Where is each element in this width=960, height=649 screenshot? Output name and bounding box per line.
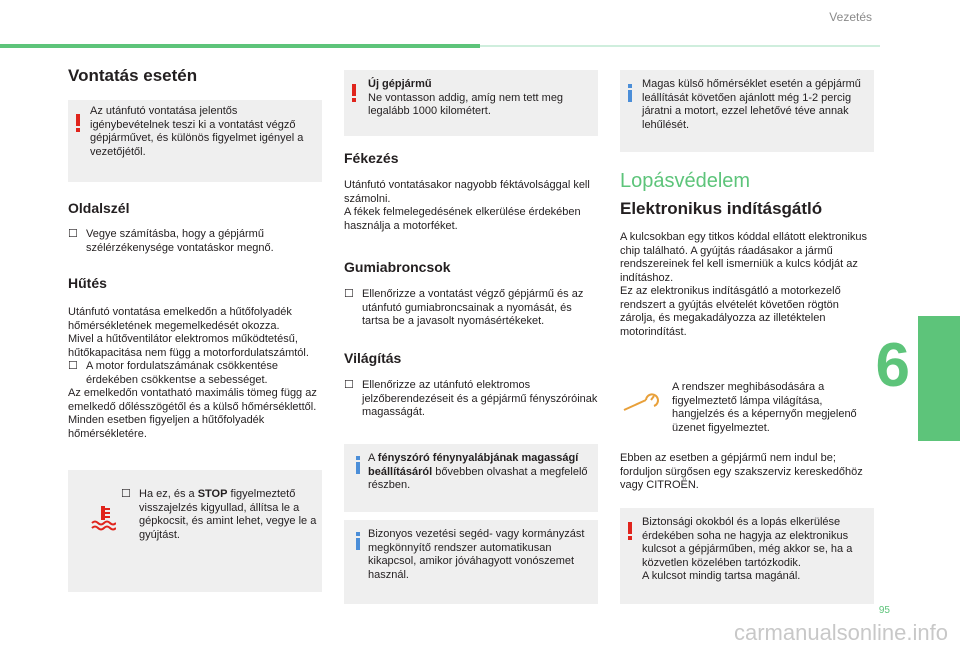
oldalszel-bullet: ☐ Vegye számításba, hogy a gépjármű szélérzékenysége vontatáskor megnő. [68, 228, 274, 254]
hutes-heading: Hűtés [68, 275, 107, 291]
bullet-icon: ☐ [68, 360, 78, 372]
chapter-number: 6 [875, 331, 910, 400]
fekezes-text: A fékek felmelegedésének elkerülése érdekében használja a motorféket. [344, 206, 581, 232]
elektro-text: Ebben az esetben a gépjármű nem indul be; forduljon sürgősen egy szakszerviz kereskedőhöz vagy CITROËN. [620, 452, 863, 491]
info-box-assist [344, 520, 598, 604]
info-cooling-text: Magas külső hőmérséklet esetén a gépjármű leállítását követően ajánlott még 1-2 percig járatni a motort, ezzel lehetővé téve annak lehűlését. [642, 78, 861, 131]
lopas-heading: Lopásvédelem [620, 170, 751, 192]
gumi-section [344, 259, 598, 329]
bullet-icon: ☐ [344, 288, 354, 300]
new-car-text: Új gépjármű Ne vontasson addig, amíg nem tett meg legalább 1000 kilométert. [368, 78, 564, 117]
oldalszel-section [68, 200, 324, 255]
fekezes-section [344, 150, 598, 233]
elektro-heading: Elektronikus indításgátló [620, 199, 823, 218]
column-1 [68, 60, 324, 86]
info-box-cooling [620, 70, 874, 152]
oldalszel-heading: Oldalszél [68, 200, 130, 216]
vilagitas-heading: Világítás [344, 350, 402, 366]
wrench-icon [622, 392, 662, 414]
vilagitas-section [344, 350, 598, 420]
info-headlight-text: A fényszóró fénynyalábjának magasságí beállításáról bővebben olvashat a megfelelő részben. [368, 452, 588, 491]
watermark: carmanualsonline.info [733, 620, 948, 645]
hutes-text: Az emelkedőn vontatható maximális tömeg függ az emelkedő dőlésszögétől és a külső hőmérséklettől. [68, 387, 317, 413]
vilagitas-bullet: ☐ Ellenőrizze az utánfutó elektromos jelzőberendezéseit és a gépjármű fényszóróinak magasságát. [344, 379, 598, 418]
hutes-text: Minden esetben figyeljen a hűtőfolyadék hőmérsékletére. [68, 414, 265, 440]
fekezes-text: Utánfutó vontatásakor nagyobb féktávolsággal kell számolni. [344, 179, 590, 205]
hutes-text: Utánfutó vontatása emelkedőn a hűtőfolyadék hőmérsékletének megemelkedését okozza. [68, 306, 292, 332]
lopas-section [620, 170, 876, 339]
warning-key-text: Biztonsági okokból és a lopás elkerülése érdekében soha ne hagyja az elektronikus kulcsot a gépjárműben, még akkor se, ha a közvetlen közelében tartózkodik. A kulcsot mindig tartsa magánál. [642, 516, 853, 582]
warning-box-key [620, 508, 874, 604]
fekezes-heading: Fékezés [344, 150, 399, 166]
page-title: Vontatás esetén [68, 66, 198, 85]
page-number: 95 [878, 605, 890, 616]
elektro-text: Ez az elektronikus indításgátló a motorkezelő rendszert a gyújtás elvételét követően rögtön zárolja, és megakadályozza az illetéktelen motorindítást. [620, 285, 841, 338]
warning-text: Az utánfutó vontatása jelentős igénybevételnek teszi ki a vontatást végző gépjárművet, és különös figyelmet igényel a vezetőjétől. [90, 105, 304, 158]
gumi-heading: Gumiabroncsok [344, 259, 451, 275]
warning-box-towing [68, 100, 322, 182]
stop-warning-box [68, 470, 322, 592]
coolant-temperature-icon [90, 504, 116, 532]
bullet-icon: ☐ [344, 379, 354, 391]
header-bar [0, 44, 480, 48]
section-title: Vezetés [829, 10, 872, 24]
hutes-text: Mivel a hűtőventilátor elektromos működtetésű, hűtőkapacitása nem függ a motorfordulatszámtól. [68, 333, 309, 359]
bullet-icon: ☐ [121, 488, 131, 500]
wrench-text: A rendszer meghibásodására a figyelmeztető lámpa világítása, hangjelzés és a képernyőn megjelenő üzenet figyelmeztet. [672, 381, 857, 434]
hutes-bullet: ☐ A motor fordulatszámának csökkentése érdekében csökkentse a sebességet. [68, 360, 278, 386]
bullet-icon: ☐ [68, 228, 78, 240]
elektro-text: A kulcsokban egy titkos kóddal ellátott elektronikus chip található. A gyújtás ráadásakor a jármű rendszereinek fel kell ismerniük a kulcs kódját az indításhoz. [620, 231, 868, 284]
gumi-bullet: ☐ Ellenőrizze a vontatást végző gépjármű és az utánfutó gumiabroncsainak a nyomását, és tartsa be a javasolt nyomásértékeket. [344, 288, 584, 327]
header-bar-thin [480, 45, 880, 47]
new-car-warning-box [344, 70, 598, 136]
info-box-headlight [344, 444, 598, 512]
chapter-tab [918, 316, 960, 441]
info-assist-text: Bizonyos vezetési segéd- vagy kormányzást megkönnyítő rendszer automatikusan kikapcsol, amikor jóváhagyott vonószemet használ. [368, 528, 585, 581]
hutes-section [68, 275, 324, 441]
stop-bullet: ☐ Ha ez, és a STOP figyelmeztető visszajelzés kigyullad, állítsa le a gépkocsit, és amint lehet, vegye le a gyújtást. [121, 488, 317, 541]
